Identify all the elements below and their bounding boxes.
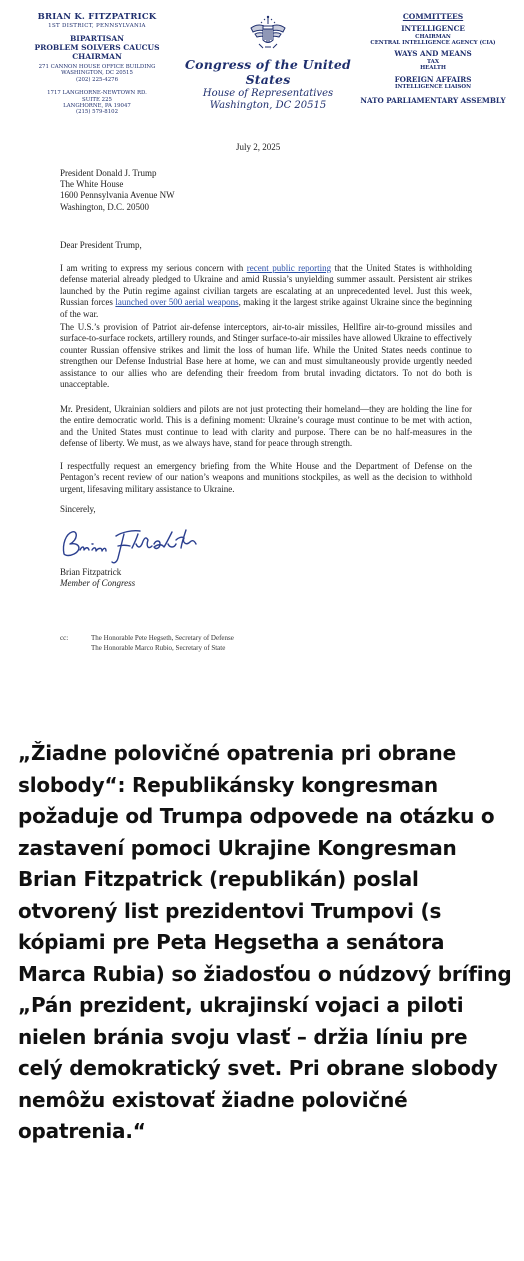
- paragraph-text: I am writing to express my serious concern with: [60, 263, 247, 273]
- letter-date: July 2, 2025: [236, 142, 281, 152]
- address-line: 271 CANNON HOUSE OFFICE BUILDING: [38, 64, 156, 70]
- caucus-line2: PROBLEM SOLVERS CAUCUS: [34, 43, 160, 52]
- member-name: BRIAN K. FITZPATRICK: [37, 12, 157, 22]
- signature-role: Member of Congress: [60, 578, 136, 589]
- recipient-line: 1600 Pennsylvania Avenue NW: [60, 190, 175, 201]
- committee-name: FOREIGN AFFAIRS: [394, 74, 472, 84]
- paragraph-text: , making it the largest strike against Ukraine since the beginning of the war.: [60, 297, 472, 319]
- congress-title: Congress of the United States: [185, 57, 351, 87]
- committee-item: [358, 76, 508, 91]
- recipient-line: Washington, D.C. 20500: [60, 201, 150, 212]
- committee-name: WAYS AND MEANS: [394, 49, 472, 59]
- committees-heading: COMMITTEES: [402, 12, 464, 21]
- salutation: Dear President Trump,: [60, 240, 142, 250]
- committee-sub: TAX: [426, 58, 440, 65]
- committee-sub: CENTRAL INTELLIGENCE AGENCY (CIA): [370, 39, 496, 46]
- caucus-line1: BIPARTISAN: [69, 34, 125, 43]
- cc-label: cc:: [60, 634, 69, 642]
- district-office-address: [22, 90, 172, 116]
- post-caption: „Žiadne polovičné opatrenia pri obrane slobody“: Republikánsky kongresman požaduje od Trumpa odpovede na otázku o zastavení pomoci Ukrajine Kongresman Brian Fitzpatrick (republikán) poslal otvorený list prezidentovi Trumpovi (s kópiami pre Peta Hegsetha a senátora Marca Rubia) so žiadosťou o núdzový brífing „Pán prezident, ukrajinskí vojaci a piloti nielen bránia svoju vlasť – držia líniu pre celý demokratický svet. Pri obrane slobody nemôžu existovať žiadne polovičné opatrenia.“: [18, 741, 512, 1143]
- signature-block: [60, 567, 135, 589]
- committee-item: [358, 50, 508, 71]
- letterhead-congress-block: [168, 14, 368, 111]
- address-line: WASHINGTON, DC 20515: [61, 70, 133, 77]
- signature-name: Brian Fitzpatrick: [60, 567, 122, 577]
- paragraph-2: The U.S.’s provision of Patriot air-defense interceptors, air-to-air missiles, Hellfire air-to-ground missiles and surface-to-surface rockets, artillery rounds, and Stinger surface-to-air missiles have allowed Ukraine to effectively counter Russian offensive strikes and limit the loss of human life. While the United States needs continue to strengthen our Defense Industrial Base here at home, we can and must simultaneously provide urgently needed assistance to our allies who are defending their freedom from brutal invading dictators. To not do both is unacceptable.: [60, 322, 472, 390]
- committee-sub: INTELLIGENCE LIAISON: [394, 84, 472, 91]
- house-seal-icon: [247, 14, 289, 54]
- caucus-block: [22, 34, 172, 61]
- cc-item: The Honorable Marco Rubio, Secretary of State: [91, 643, 226, 652]
- recent-reporting-link[interactable]: recent public reporting: [246, 263, 332, 273]
- nato-assembly: NATO PARLIAMENTARY ASSEMBLY: [360, 95, 506, 105]
- letterhead-member-block: [22, 12, 172, 116]
- committee-sub: CHAIRMAN: [415, 33, 451, 40]
- address-line: SUITE 225: [82, 96, 112, 103]
- committee-sub: HEALTH: [420, 65, 446, 72]
- committee-item: [358, 25, 508, 46]
- paragraph-text: that the United States is withholding defense material already pledged to Ukraine and amid Russia’s unyielding summer assault. Persistent air strikes launched by the Putin regime against civilian targets are escalating at an unprecedented level. Just this week, Russian forces: [60, 263, 472, 308]
- paragraph-4: I respectfully request an emergency briefing from the White House and the Department of Defense on the Pentagon’s recent review of our nation’s weapons and munitions stockpiles, as well as the decision to withhold urgent, lifesaving military assistance to Ukraine.: [60, 461, 472, 494]
- cc-item: The Honorable Pete Hegseth, Secretary of Defense: [91, 634, 234, 642]
- address-line: (202) 225-4276: [75, 76, 119, 83]
- recipient-line: President Donald J. Trump: [60, 168, 157, 178]
- aerial-weapons-link[interactable]: launched over 500 aerial weapons: [115, 297, 239, 308]
- caucus-role: CHAIRMAN: [72, 52, 122, 61]
- house-title: House of Representatives: [202, 88, 334, 99]
- cc-list: [91, 634, 234, 653]
- washington-title: Washington, DC 20515: [209, 100, 327, 111]
- address-line: LANGHORNE, PA 19047: [63, 103, 131, 110]
- closing: Sincerely,: [60, 504, 96, 514]
- letterhead-committees-block: [358, 12, 508, 105]
- handwritten-signature: [58, 514, 208, 568]
- paragraph-1: [60, 263, 472, 320]
- recipient-line: The White House: [60, 179, 124, 190]
- paragraph-3: Mr. President, Ukrainian soldiers and pilots are not just protecting their homeland—they are holding the line for the entire democratic world. This is a defining moment: Ukraine’s courage must continue to be met with action, and the United States must continue to lead with clarity and purpose. There can be no half-measures in the defense of liberty. We must, as we always have, stand for peace through strength.: [60, 404, 472, 449]
- dc-office-address: [22, 64, 172, 83]
- recipient-address: [60, 168, 175, 213]
- address-line: (215) 579-8102: [75, 109, 119, 116]
- member-district: 1ST DISTRICT, PENNSYLVANIA: [48, 23, 146, 29]
- address-line: 1717 LANGHORNE-NEWTOWN RD.: [47, 90, 147, 97]
- committee-name: INTELLIGENCE: [401, 24, 465, 33]
